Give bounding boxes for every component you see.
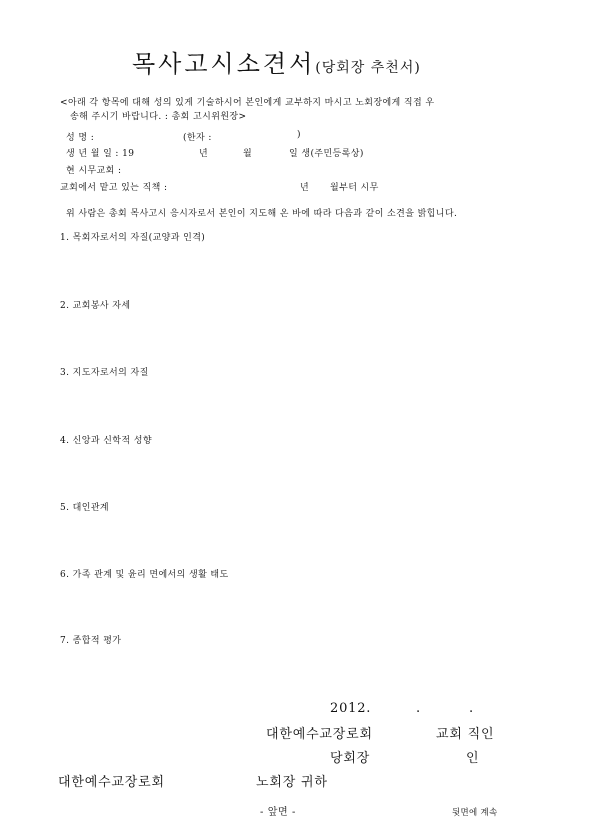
section-2: 2. 교회봉사 자세 — [60, 301, 131, 311]
form-title-sub: (당회장 추천서) — [315, 60, 421, 76]
instruction-line-2: 송해 주시기 바랍니다. : 총회 고시위원장> — [70, 112, 247, 122]
church-seal-label: 교회 직인 — [436, 727, 495, 742]
church-label: 현 시무교회 : — [66, 166, 122, 176]
hanja-close: ) — [297, 130, 301, 140]
birth-year-label: 년 — [199, 149, 209, 159]
statement: 위 사람은 총회 목사고시 응시자로서 본인이 지도해 온 바에 따라 다음과 같이 소견을 밝힙니다. — [66, 209, 458, 219]
continue-note: 뒷면에 계속 — [452, 808, 498, 818]
addressee-to: 노회장 귀하 — [256, 775, 328, 790]
signature-dot-1: . — [416, 701, 421, 716]
hanja-label: (한자 : — [183, 133, 212, 143]
section-3: 3. 지도자로서의 자질 — [60, 368, 149, 378]
since-month-label: 월부터 시무 — [330, 183, 379, 193]
section-7: 7. 종합적 평가 — [60, 636, 122, 646]
since-year-label: 년 — [300, 183, 310, 193]
position-label: 교회에서 맡고 있는 직책 : — [60, 183, 168, 193]
section-4: 4. 신앙과 신학적 성향 — [60, 436, 152, 446]
section-5: 5. 대인관계 — [60, 503, 110, 513]
signature-year: 2012. — [330, 701, 372, 716]
name-label: 성 명 : — [66, 133, 95, 143]
pastor-seal: 인 — [466, 751, 480, 766]
section-6: 6. 가족 관계 및 윤리 면에서의 생활 태도 — [60, 570, 229, 580]
page-label: - 앞면 - — [260, 807, 297, 818]
addressee-org: 대한예수교장로회 — [58, 775, 165, 790]
signature-dot-2: . — [469, 701, 474, 716]
birth-month-label: 월 — [243, 149, 253, 159]
birth-day-label: 일 생(주민등록상) — [289, 149, 364, 159]
form-title — [132, 44, 421, 79]
section-1: 1. 목회자로서의 자질(교양과 인격) — [60, 233, 206, 243]
pastor-role: 당회장 — [330, 751, 371, 766]
signature-org: 대한예수교장로회 — [266, 727, 373, 742]
instruction-line-1: <아래 각 항목에 대해 성의 있게 기술하시어 본인에게 교부하지 마시고 노회장에게 직접 우 — [60, 98, 435, 108]
birth-label: 생 년 월 일 : 19 — [66, 149, 135, 159]
form-title-main: 목사고시소견서 — [132, 50, 316, 78]
